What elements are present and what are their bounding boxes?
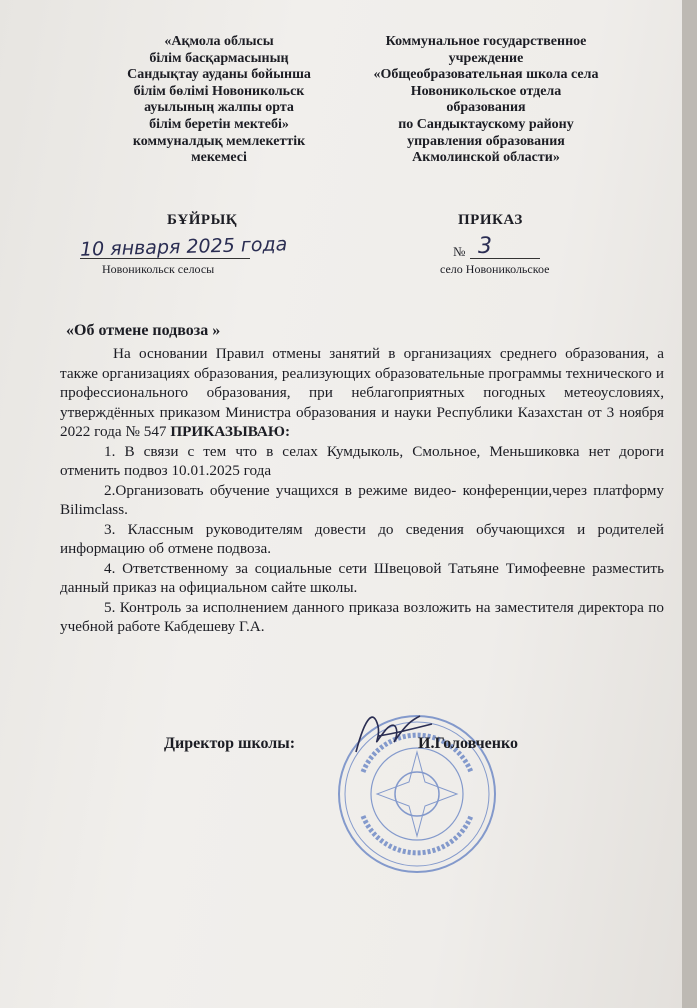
header-kz-line: «Ақмола облысы bbox=[164, 34, 274, 49]
header-ru-line: Коммунальное государственное bbox=[385, 34, 587, 49]
header-kz-line: Сандықтау ауданы бойынша bbox=[127, 67, 311, 83]
header-kz-line: білім басқармасының bbox=[149, 50, 289, 66]
header-russian bbox=[352, 34, 620, 167]
header-kz-line: ауылының жалпы орта bbox=[144, 100, 294, 116]
order-body bbox=[60, 344, 664, 637]
order-item-2: 2.Организовать обучение учащихся в режиме видео- конференции,через платформу Bilimclass. bbox=[60, 481, 664, 518]
header-kazakh bbox=[88, 34, 350, 167]
order-item-4: 4. Ответственному за социальные сети Швецовой Татьяне Тимофеевне разместить данный приказ на официальном сайте школы. bbox=[60, 559, 664, 596]
place-kz: Новоникольск селосы bbox=[102, 262, 215, 276]
order-keyword: ПРИКАЗЫВАЮ: bbox=[170, 423, 291, 440]
header-ru-line: образования bbox=[446, 100, 526, 116]
order-title-ru: ПРИКАЗ bbox=[458, 212, 523, 228]
number-underline bbox=[470, 258, 540, 259]
place-ru: село Новоникольское bbox=[440, 262, 550, 276]
order-item-1: 1. В связи с тем что в селах Кумдыколь, Смольное, Меньшиковка нет дороги отменить подвоз 10.01.2025 года bbox=[60, 442, 664, 479]
header-kz-line: мекемесі bbox=[191, 150, 247, 166]
header-ru-line: управления образования bbox=[407, 133, 565, 149]
date-underline bbox=[80, 258, 250, 259]
header-kz-line: білім беретін мектебі» bbox=[149, 116, 289, 132]
signatory-name: И.Головченко bbox=[418, 735, 518, 752]
page-edge-shadow bbox=[682, 0, 697, 1008]
director-signature bbox=[348, 702, 438, 762]
order-title-kz: БҰЙРЫҚ bbox=[167, 212, 238, 228]
header-ru-line: по Сандыктаускому району bbox=[398, 116, 574, 132]
preamble-paragraph bbox=[60, 344, 664, 442]
header-kz-line: коммуналдық мемлекеттік bbox=[132, 133, 306, 149]
signatory-title: Директор школы: bbox=[164, 735, 296, 752]
header-ru-line: учреждение bbox=[448, 50, 524, 66]
handwritten-order-number: 3 bbox=[478, 234, 492, 259]
order-item-3: 3. Классным руководителям довести до сведения обучающихся и родителей информацию об отмене подвоза. bbox=[60, 520, 664, 557]
header-kz-line: білім бөлімі Новоникольск bbox=[133, 83, 305, 99]
order-item-5: 5. Контроль за исполнением данного приказа возложить на заместителя директора по учебной работе Кабдешеву Г.А. bbox=[60, 598, 664, 635]
header-ru-line: Акмолинской области» bbox=[412, 150, 560, 166]
header-ru-line: «Общеобразовательная школа села bbox=[373, 67, 599, 83]
number-sign: № bbox=[453, 244, 466, 259]
header-ru-line: Новоникольское отдела bbox=[410, 83, 562, 99]
order-subject: «Об отмене подвоза » bbox=[66, 322, 221, 339]
preamble-text: На основании Правил отмены занятий в организациях среднего образования, а также организациях образования, реализующих образовательные программы технического и профессионального образования, при неблагоприятных погодных метеоусловиях, утверждённых приказом Министра образования и науки Республики Казахстан от 3 ноября 2022 года № 547 bbox=[60, 345, 664, 440]
handwritten-date: 10 января 2025 года bbox=[79, 233, 288, 261]
